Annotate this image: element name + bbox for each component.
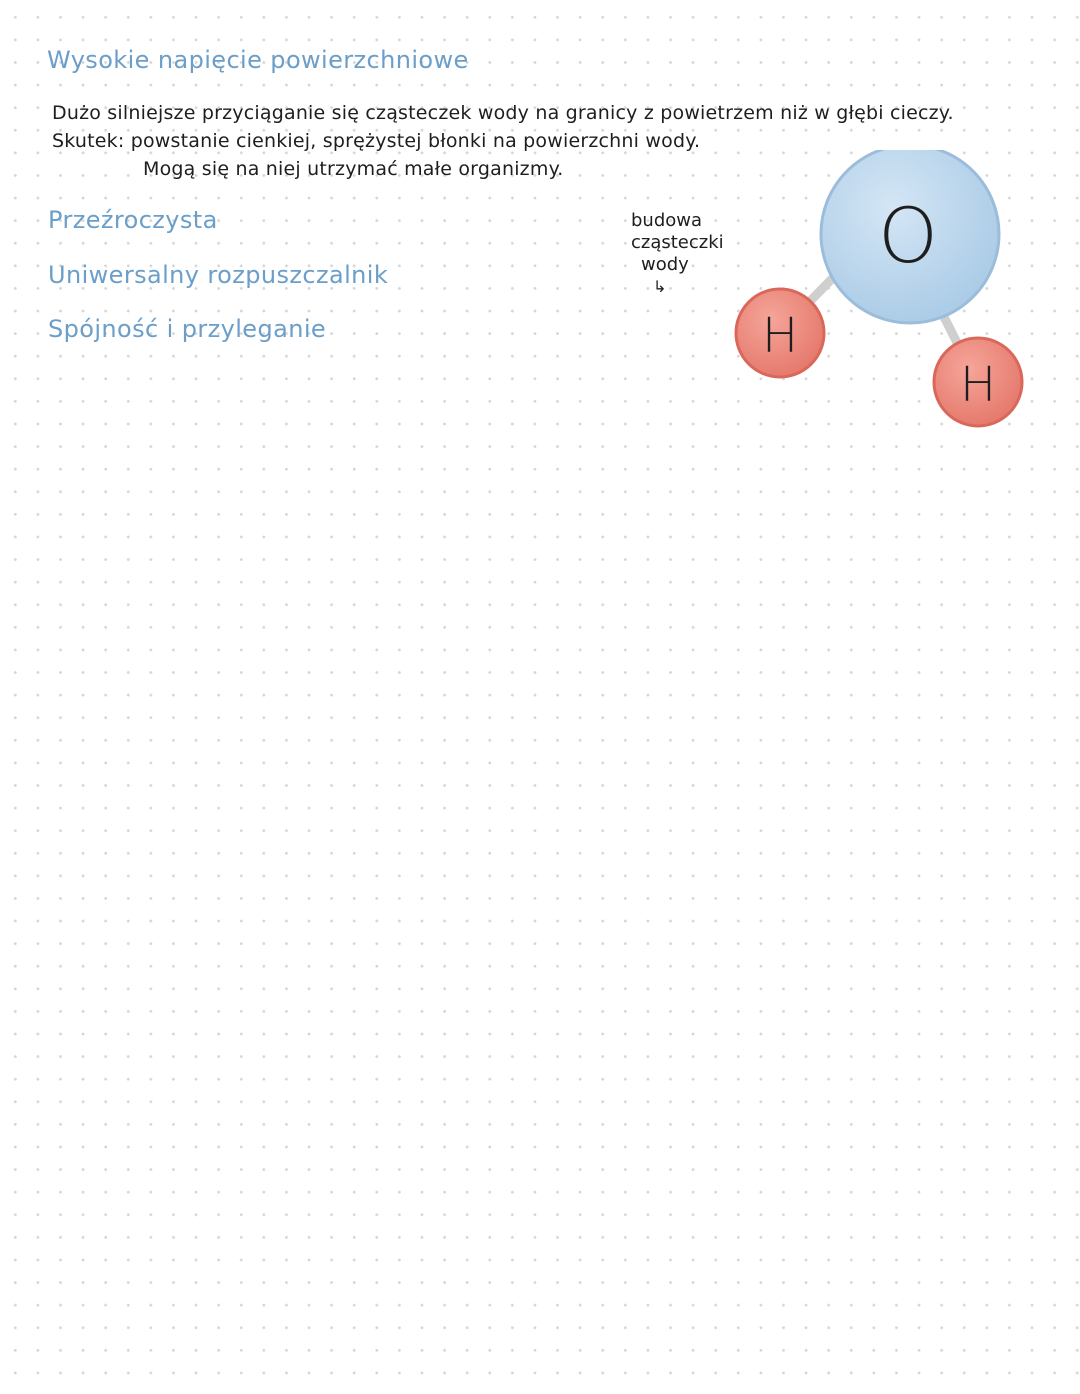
water-molecule-diagram bbox=[720, 150, 1040, 440]
oxygen-symbol: O bbox=[878, 191, 938, 280]
hydrogen-symbol-right: H bbox=[959, 357, 997, 413]
caption-line-wody: wody bbox=[641, 254, 689, 275]
hydrogen-symbol-left: H bbox=[761, 308, 799, 364]
heading-surface-tension: Wysokie napięcie powierzchniowe bbox=[47, 46, 469, 74]
molecule-caption bbox=[631, 210, 724, 298]
property-universal-solvent: Uniwersalny rozpuszczalnik bbox=[48, 261, 389, 289]
body-line-organisms: Mogą się na niej utrzymać małe organizmy. bbox=[143, 158, 564, 180]
caption-line-czasteczki: cząsteczki bbox=[631, 232, 724, 253]
property-cohesion-adhesion: Spójność i przyleganie bbox=[48, 315, 327, 343]
body-line-attraction: Dużo silniejsze przyciąganie się cząsteczek wody na granicy z powietrzem niż w głębi cieczy. bbox=[52, 102, 954, 124]
property-transparent: Przeźroczysta bbox=[48, 206, 218, 234]
arrow-icon: ↳ bbox=[653, 277, 667, 296]
body-line-effect: Skutek: powstanie cienkiej, sprężystej błonki na powierzchni wody. bbox=[52, 130, 701, 152]
caption-line-budowa: budowa bbox=[631, 210, 703, 231]
